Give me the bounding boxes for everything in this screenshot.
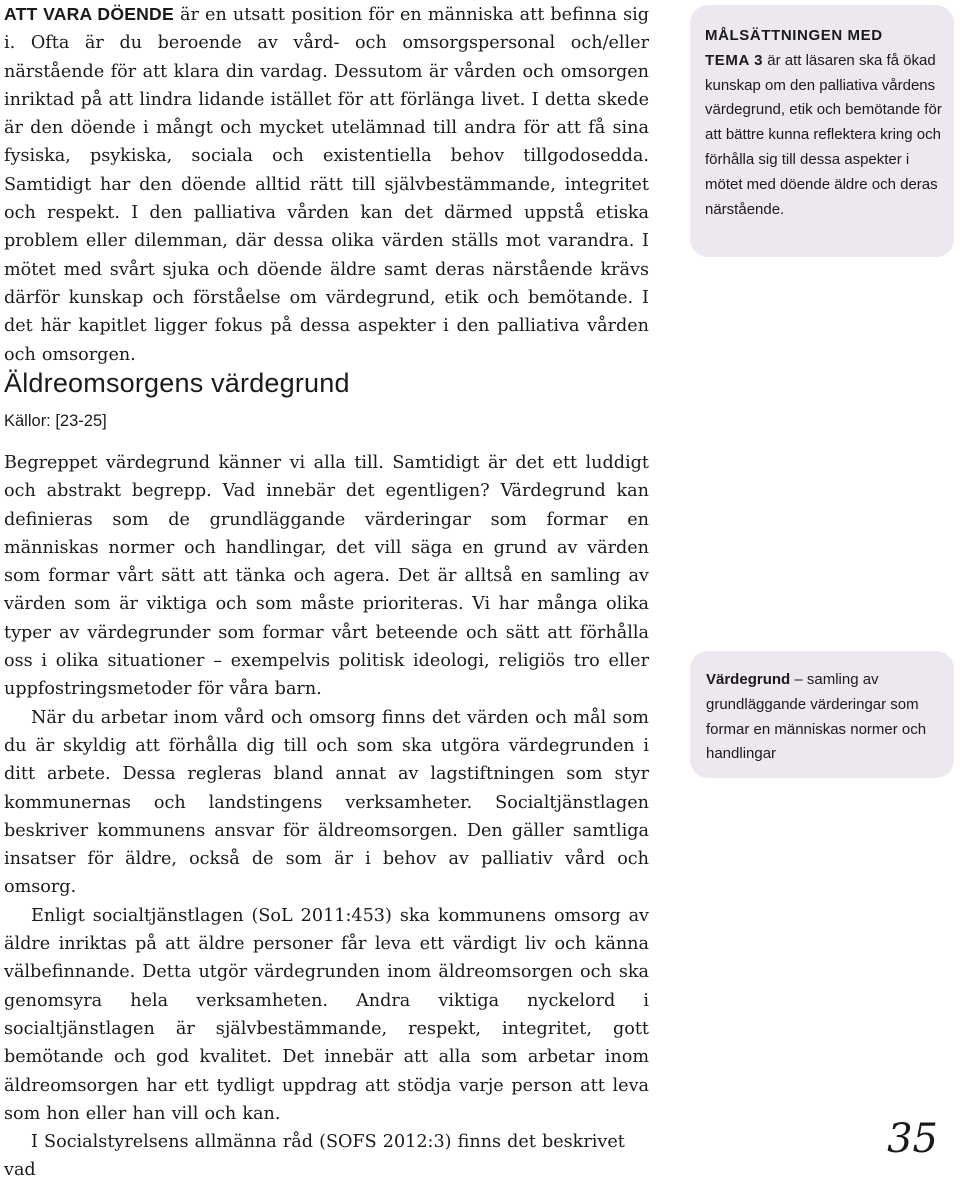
body-paragraph-2: När du arbetar inom vård och omsorg finns det värden och mål som du är skyldig att förhålla dig till och som ska utgöra värdegrunden i ditt arbete. Dessa regleras bland annat av lagstiftningen som styr kommunernas och landstingens verksamheter. Socialtjänstlagen beskriver kommunens ansvar för äldreomsorgen. Den gäller samtliga insatser för äldre, också de som är i behov av palliativ vård och omsorg. — [4, 707, 649, 898]
body-paragraph-4: I Socialstyrelsens allmänna råd (SOFS 2012:3) finns det beskrivet vad — [4, 1132, 625, 1181]
section-body — [4, 449, 649, 1185]
body-paragraph-3: Enligt socialtjänstlagen (SoL 2011:453) ska kommunens omsorg av äldre inriktas på att äldre personer får leva ett värdigt liv och känna välbefinnande. Detta utgör värdegrunden inom äldreomsorgen och ska genomsyra hela verksamheten. Andra viktiga nyckelord i socialtjänstlagen är självbestämmande, respekt, integritet, gott bemötande och god kvalitet. Det innebär att alla som arbetar inom äldreomsorgen har ett tydligt uppdrag att stödja varje person att leva som hon eller han vill och kan. — [4, 905, 649, 1124]
body-paragraph-1: Begreppet värdegrund känner vi alla till. Samtidigt är det ett luddigt och abstrakt begrepp. Vad innebär det egentligen? Värdegrund kan definieras som de grundläggande värderingar som formar en människas normer och handlingar, det vill säga en grund av värden som formar vårt sätt att tänka och agera. Det är alltså en samling av värden som är viktiga och som måste prioriteras. Vi har många olika typer av värdegrunder som formar vårt beteende och sätt att förhålla oss i olika situationer – exempelvis politisk ideologi, religiös tro eller uppfostringsmetoder för våra barn. — [4, 453, 649, 700]
intro-paragraph — [4, 0, 649, 369]
intro-text: är en utsatt position för en människa att befinna sig i. Ofta är du beroende av vård- och omsorgspersonal och/eller närstående för att klara din vardag. Dessutom är vården och omsorgen inriktad på att lindra lidande istället för att förlänga livet. I detta skede är den döende i mångt och mycket utelämnad till andra för att få sina fysiska, psykiska, sociala och existentiella behov tillgodosedda. Samtidigt har den döende alltid rätt till självbestämmande, integritet och respekt. I den palliativa vården kan det därmed uppstå etiska problem eller dilemman, där dessa olika värden ställs mot varandra. I mötet med svårt sjuka och döende äldre samt deras närstående krävs därför kunskap och förståelse om värdegrund, etik och bemötande. I det här kapitlet ligger fokus på dessa aspekter i den palliativa vården och omsorgen. — [4, 5, 649, 365]
definition-term: Värdegrund — [706, 671, 791, 688]
definition-sidebox — [690, 651, 954, 778]
goals-text: är att läsaren ska få ökad kunskap om den palliativa vårdens värdegrund, etik och bemötande för att bättre kunna reflektera kring och förhålla sig till dessa aspekter i mötet med döende äldre och deras närstående. — [705, 51, 942, 218]
intro-lead: ATT VARA DÖENDE — [4, 4, 174, 24]
section-sources: Källor: [23-25] — [4, 412, 107, 430]
goals-body — [705, 49, 944, 223]
goals-heading: MÅLSÄTTNINGEN MED — [705, 27, 883, 44]
goals-sidebox — [690, 5, 954, 257]
goals-theme: TEMA 3 — [705, 51, 764, 69]
section-title: Äldreomsorgens värdegrund — [4, 368, 350, 398]
page-number: 35 — [887, 1116, 938, 1162]
definition-text: – samling av grundläggande värderingar som formar en människas normer och handlingar — [706, 671, 927, 763]
